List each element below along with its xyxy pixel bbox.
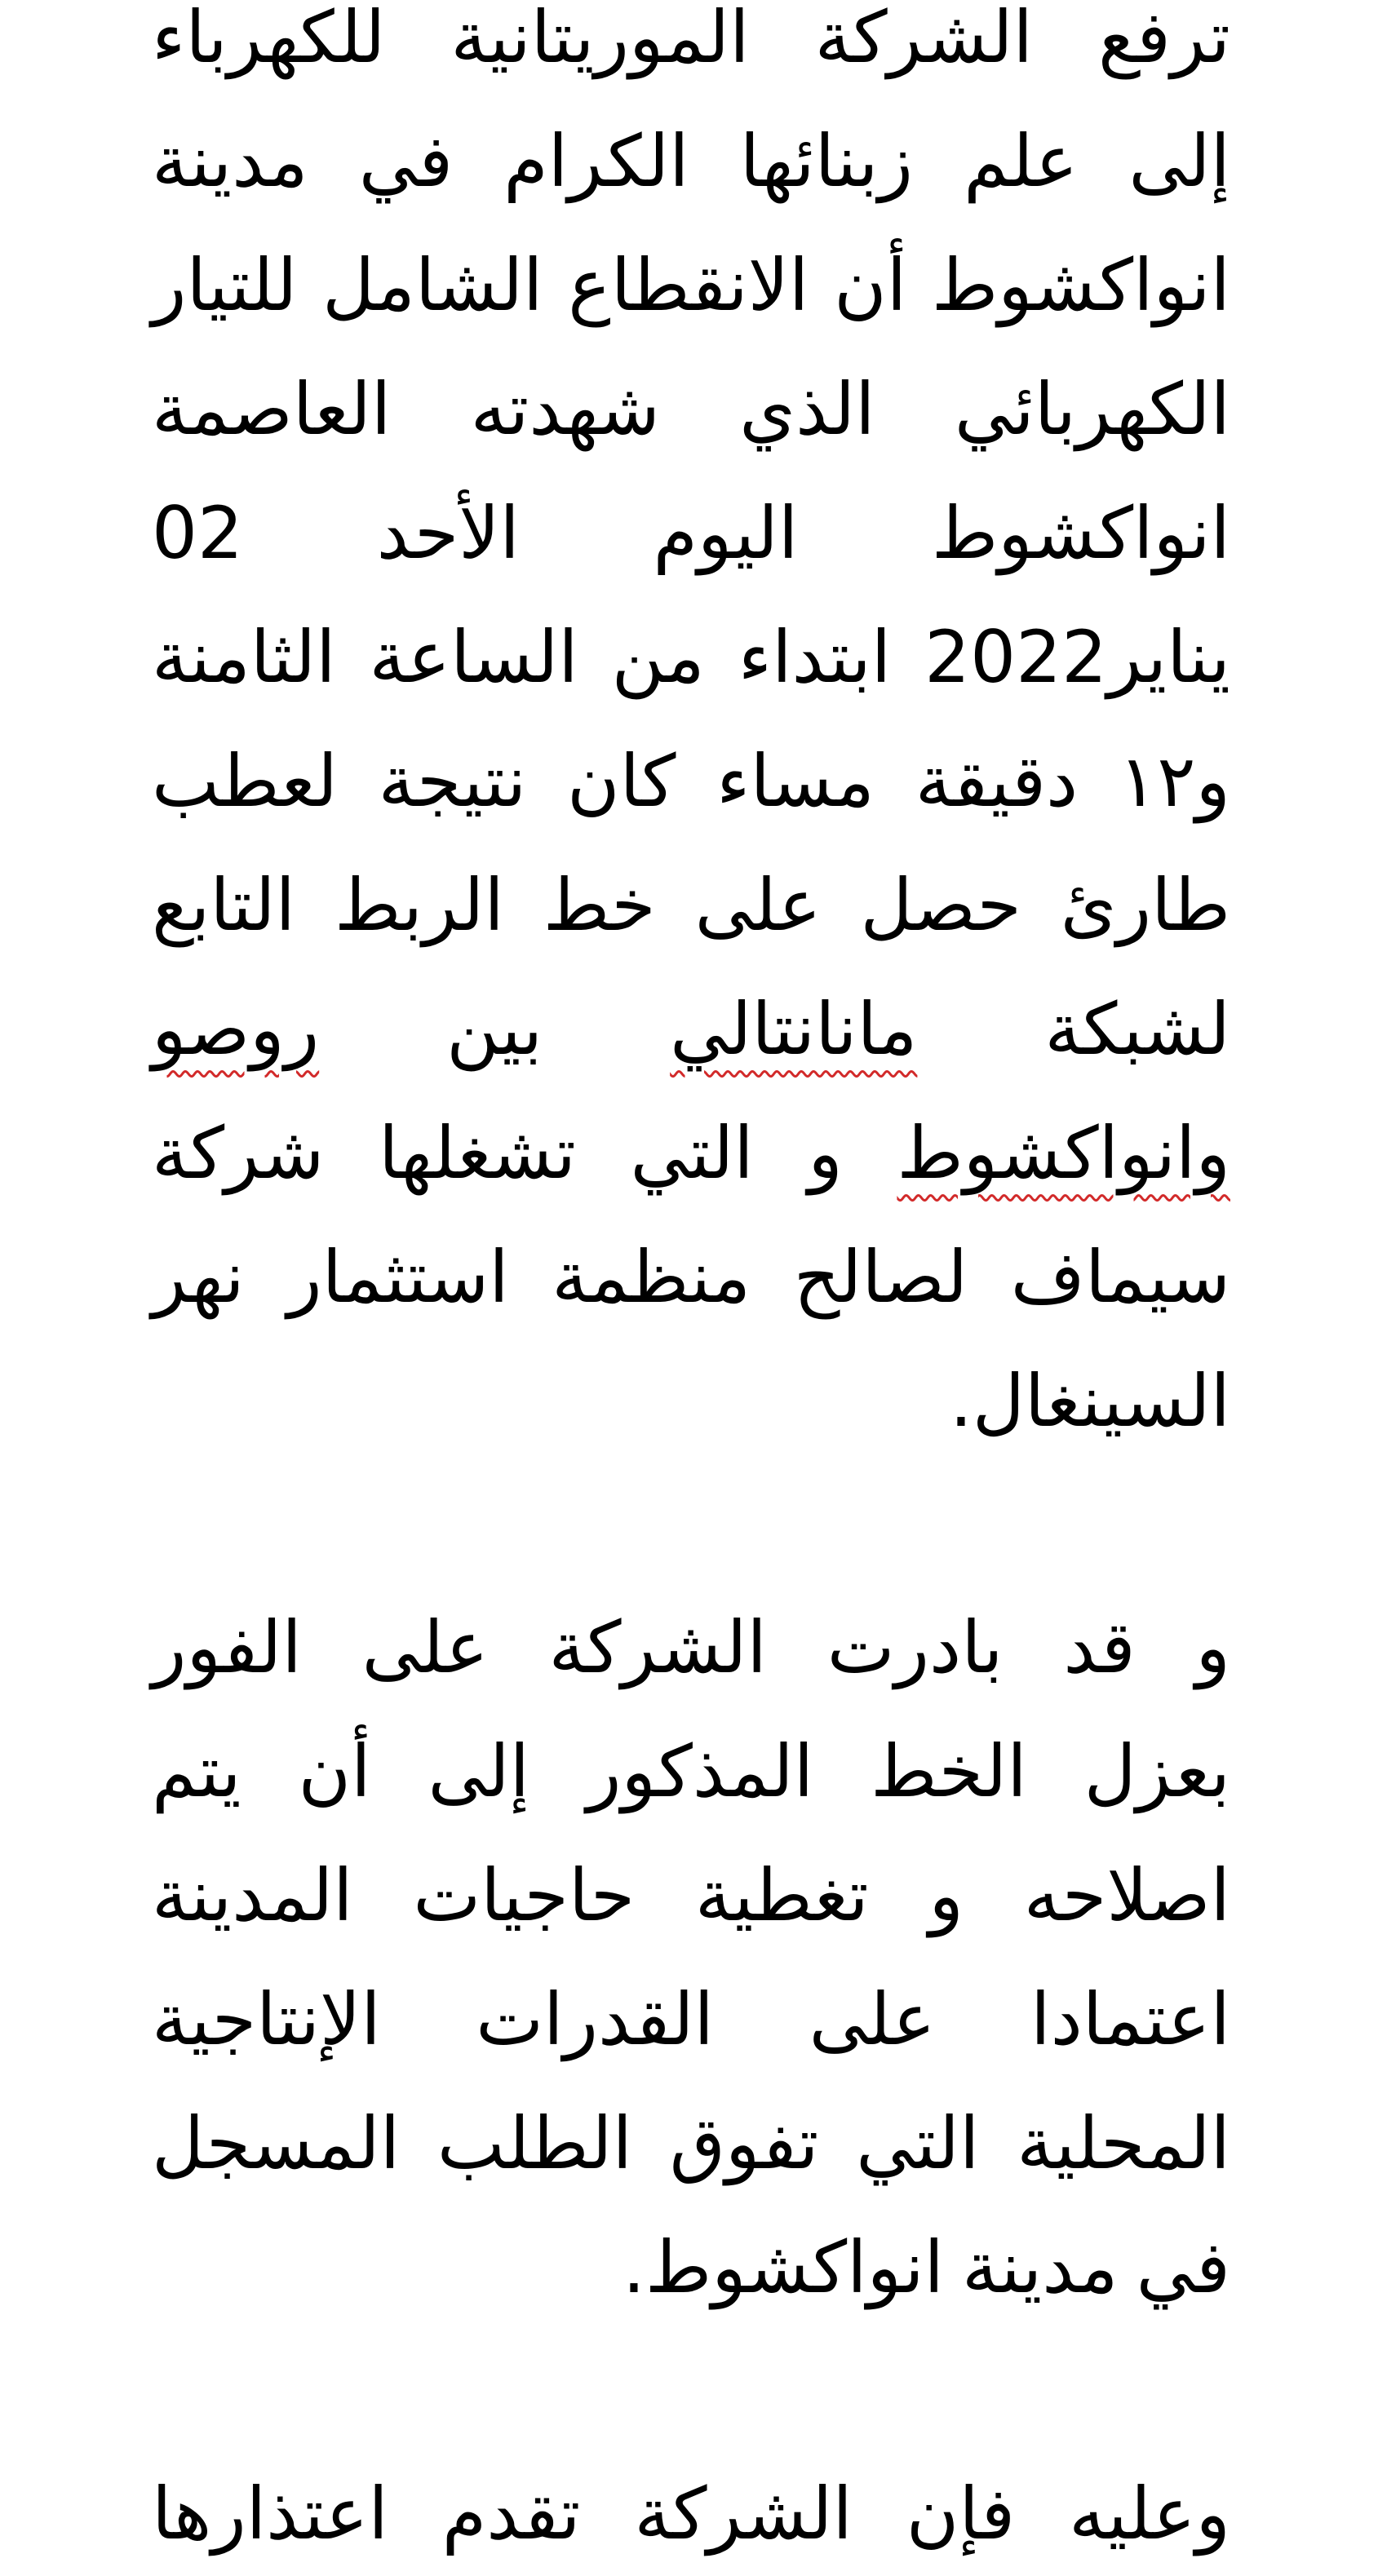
word: الساعة	[369, 615, 578, 699]
text-line	[152, 595, 1230, 719]
word: في	[358, 119, 454, 203]
word: الشركة	[814, 0, 1034, 79]
word: إلى	[428, 1729, 530, 1813]
word: للكهرباء	[152, 0, 386, 79]
text-line	[152, 1339, 1230, 1463]
word: الربط	[334, 863, 504, 947]
word: المدينة	[152, 1853, 353, 1937]
text-line	[152, 719, 1230, 843]
word: و	[928, 1853, 964, 1937]
word: لصالح	[793, 1235, 968, 1319]
word: طارئ	[1060, 863, 1230, 947]
word: للتيار	[152, 243, 298, 327]
word: منظمة	[552, 1235, 751, 1319]
word: التي	[856, 2101, 980, 2185]
word: الشركة	[634, 2472, 853, 2556]
word: السينغال.	[949, 1359, 1230, 1443]
word: وعليه	[1069, 2472, 1230, 2556]
word: اعتمادا	[1030, 1977, 1230, 2061]
word: القدرات	[476, 1977, 714, 2061]
word: الفور	[152, 1605, 302, 1689]
word: في	[1136, 2225, 1230, 2309]
word: الأحد	[376, 491, 520, 575]
word: علم	[964, 119, 1079, 203]
word: حصل	[860, 863, 1021, 947]
word: مدينة	[962, 2225, 1119, 2309]
word: بعزل	[1083, 1729, 1230, 1813]
text-line	[152, 224, 1230, 347]
word: نتيجة	[378, 739, 527, 823]
text-line	[152, 2082, 1230, 2206]
word: كان	[567, 739, 676, 823]
word: يناير2022	[924, 615, 1230, 699]
word: الطلب	[436, 2101, 632, 2185]
word: حاجيات	[413, 1853, 636, 1937]
text-line	[152, 1586, 1230, 1710]
word: على	[694, 863, 822, 947]
word: الذي	[739, 367, 875, 451]
word: اعتذارها	[152, 2472, 388, 2556]
word: شركة	[152, 1111, 325, 1195]
word: على	[361, 1605, 489, 1689]
text-line	[152, 1091, 1230, 1215]
word: المحلية	[1017, 2101, 1230, 2185]
word: تشغلها	[378, 1111, 576, 1195]
misspelled-word: مانانتالي	[670, 987, 918, 1071]
word: انواكشوط	[931, 491, 1230, 575]
word: سيماف	[1010, 1235, 1230, 1319]
word: لشبكة	[1044, 987, 1230, 1071]
word: انواكشوط	[931, 243, 1230, 327]
misspelled-word: روصو	[152, 987, 320, 1071]
word: تقدم	[441, 2472, 581, 2556]
word: العاصمة	[152, 367, 392, 451]
word: بين	[446, 987, 543, 1071]
word: استثمار	[287, 1235, 509, 1319]
misspelled-word: وانواكشوط	[897, 1111, 1230, 1195]
word: مدينة	[152, 119, 308, 203]
word: مساء	[716, 739, 875, 823]
word: ابتداء	[738, 615, 892, 699]
text-line	[152, 2206, 1230, 2330]
word: أن	[298, 1729, 371, 1813]
text-line	[152, 1958, 1230, 2082]
text-line	[152, 1710, 1230, 1834]
word: انواكشوط.	[622, 2225, 945, 2309]
word: الإنتاجية	[152, 1977, 381, 2061]
word: نهر	[152, 1235, 245, 1319]
word: الانقطاع	[568, 243, 809, 327]
word: تغطية	[694, 1853, 869, 1937]
word: الثامنة	[152, 615, 336, 699]
word: التي	[630, 1111, 754, 1195]
word: اصلاحه	[1023, 1853, 1230, 1937]
text-line	[152, 843, 1230, 967]
word: يتم	[152, 1729, 241, 1813]
word: قد	[1063, 1605, 1136, 1689]
word: و	[1195, 1605, 1230, 1689]
word: و١٢	[1118, 739, 1230, 823]
text-line	[152, 967, 1230, 1091]
word: الخط	[871, 1729, 1027, 1813]
word: الموريتانية	[450, 0, 750, 79]
word: التابع	[152, 863, 296, 947]
text-line	[152, 471, 1230, 595]
word: اليوم	[653, 491, 799, 575]
word: شهدته	[470, 367, 660, 451]
word: الكهربائي	[954, 367, 1230, 451]
word: أن	[834, 243, 907, 327]
word: لعطب	[152, 739, 338, 823]
word: المذكور	[586, 1729, 814, 1813]
word: و	[808, 1111, 843, 1195]
word: 02	[152, 491, 243, 575]
word: الكرام	[503, 119, 689, 203]
text-line	[152, 100, 1230, 224]
word: من	[611, 615, 705, 699]
word: المسجل	[152, 2101, 401, 2185]
text-line	[152, 1834, 1230, 1958]
text-line	[152, 2452, 1230, 2576]
word: على	[809, 1977, 936, 2061]
word: ترفع	[1098, 0, 1230, 79]
word: فإن	[906, 2472, 1016, 2556]
word: إلى	[1128, 119, 1230, 203]
word: دقيقة	[915, 739, 1079, 823]
word: زبنائها	[739, 119, 913, 203]
word: تفوق	[669, 2101, 819, 2185]
word: الشامل	[322, 243, 543, 327]
word: خط	[543, 863, 656, 947]
text-line	[152, 0, 1230, 100]
word: الشركة	[548, 1605, 767, 1689]
word: بادرت	[826, 1605, 1004, 1689]
text-line	[152, 347, 1230, 471]
text-line	[152, 1215, 1230, 1339]
